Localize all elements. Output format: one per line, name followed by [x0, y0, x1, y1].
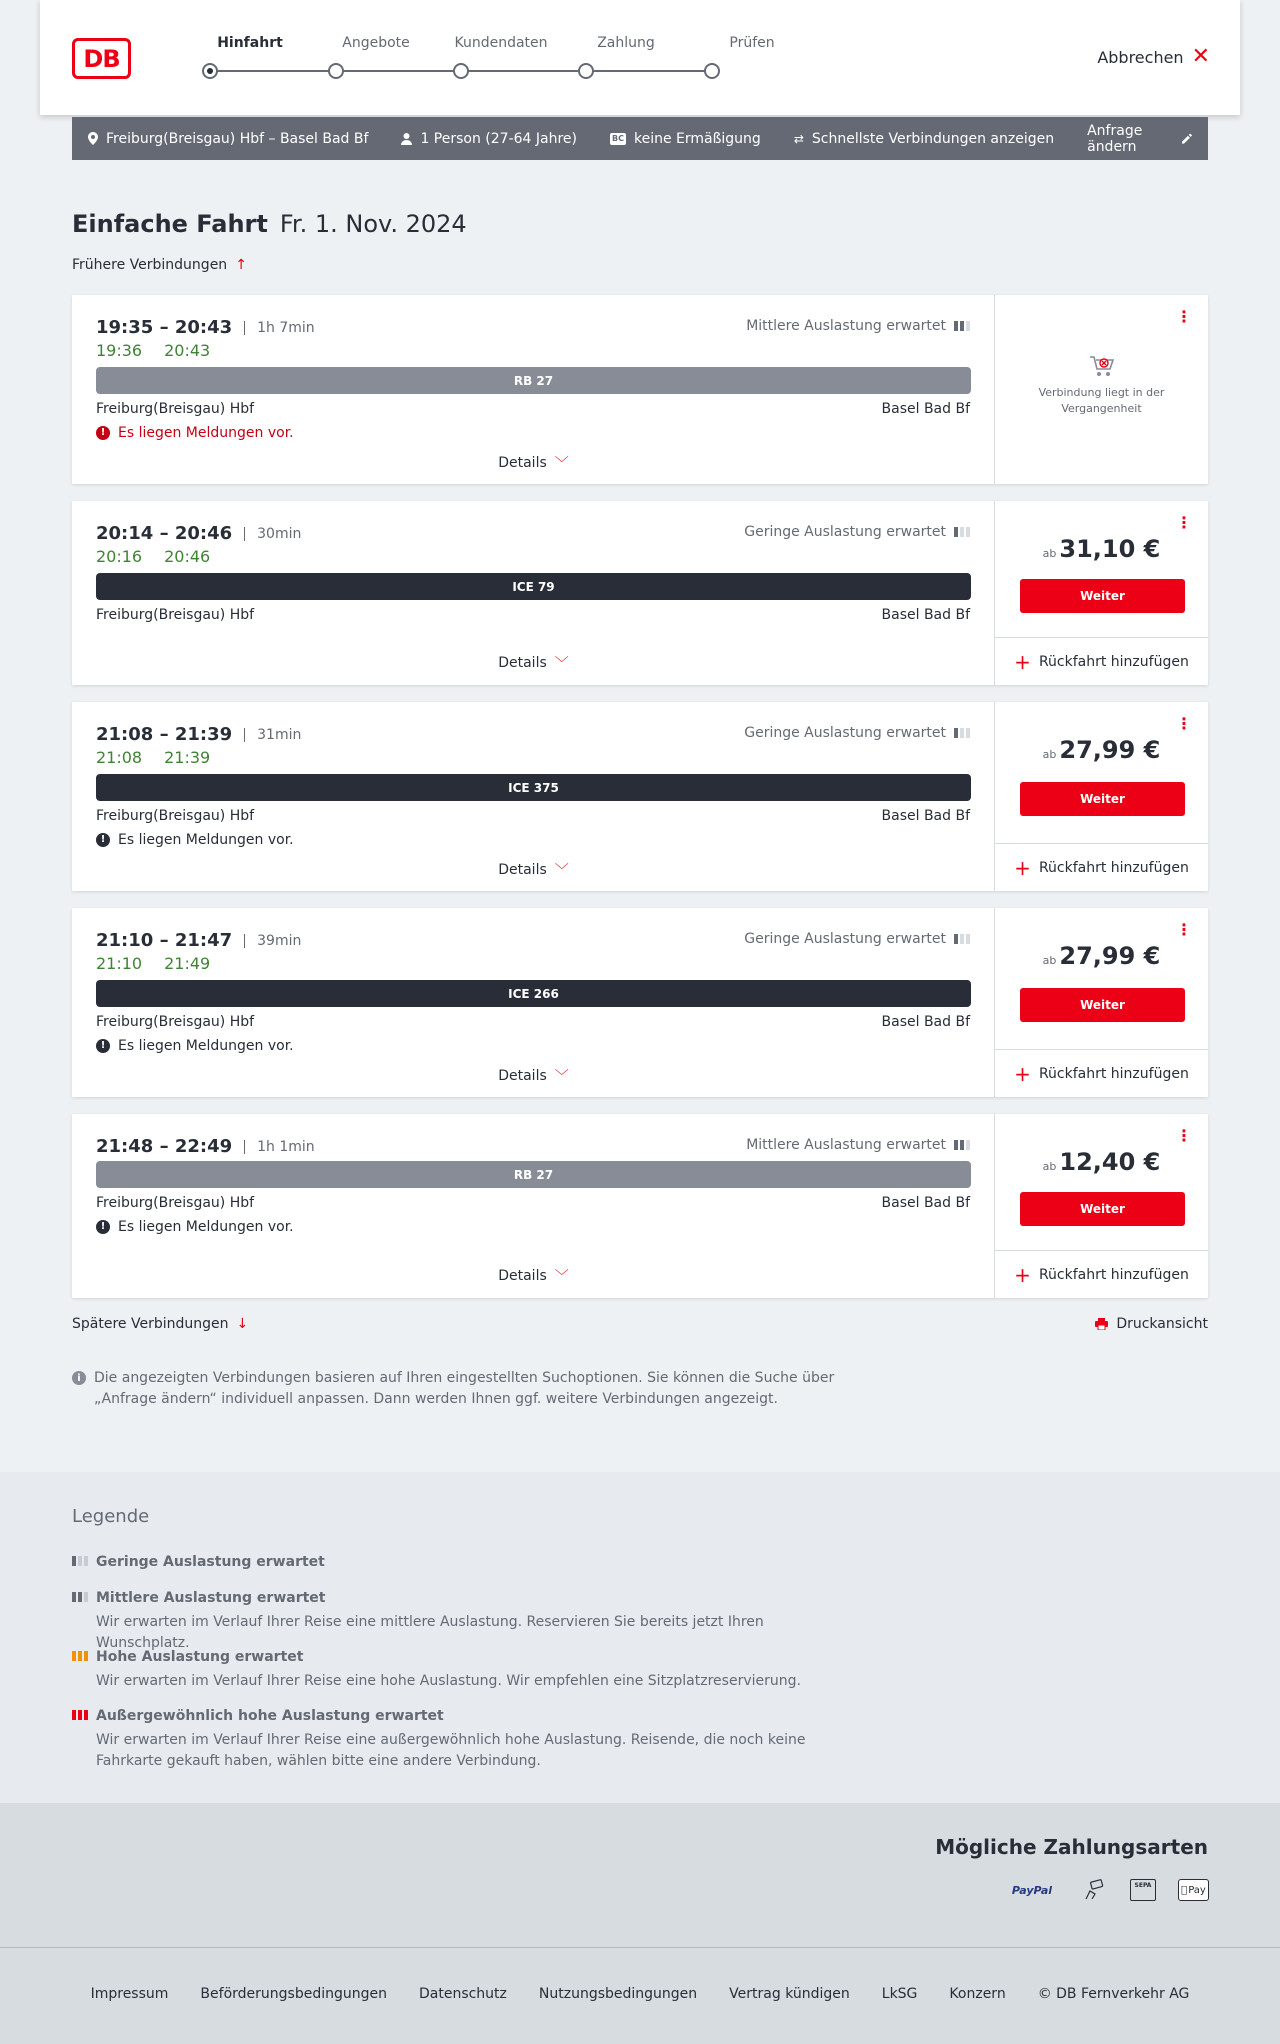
chevron-down-icon: ﹀: [554, 1269, 569, 1285]
scheduled-times: 21:10 – 21:47: [96, 930, 233, 951]
plus-icon: +: [1014, 1262, 1031, 1287]
scheduled-times: 21:08 – 21:39: [96, 724, 233, 745]
price-panel: [995, 1114, 1208, 1298]
train-bar[interactable]: RB 27: [96, 1161, 971, 1188]
step-kundendaten-dot: [453, 63, 469, 79]
add-return-trip-label: Rückfahrt hinzufügen: [1038, 653, 1189, 670]
info-alert-icon: !: [96, 1220, 110, 1234]
cart-disabled-icon: [1089, 355, 1115, 379]
price-prefix: ab: [1042, 954, 1057, 967]
train-bar[interactable]: ICE 79: [96, 573, 971, 600]
price-value: 31,10 €: [1059, 535, 1161, 563]
departure-station: Freiburg(Breisgau) Hbf: [96, 401, 255, 417]
price-prefix: ab: [1042, 1160, 1057, 1173]
details-toggle[interactable]: [72, 860, 995, 880]
footer-link-datenschutz[interactable]: Datenschutz: [418, 1986, 507, 2002]
arrow-down-icon: ↓: [236, 1316, 249, 1332]
occupancy-exceptional-icon: [72, 1710, 88, 1720]
service-message-text: Es liegen Meldungen vor.: [118, 425, 294, 441]
departure-station: Freiburg(Breisgau) Hbf: [96, 1014, 255, 1030]
past-connection-text: Verbindung liegt in der Vergangenheit: [1038, 386, 1165, 415]
swap-arrows-icon: ⇄: [793, 131, 804, 146]
more-options-icon[interactable]: ⋮: [1176, 1126, 1192, 1145]
add-return-trip-label: Rückfahrt hinzufügen: [1038, 1065, 1189, 1082]
chevron-down-icon: ﹀: [554, 863, 569, 879]
edit-request-label: Anfrage ändern: [1087, 122, 1143, 155]
occupancy-indicator: [746, 318, 970, 334]
continue-button[interactable]: Weiter: [1020, 579, 1185, 613]
departure-station: Freiburg(Breisgau) Hbf: [96, 607, 255, 623]
info-icon: i: [72, 1371, 86, 1385]
cancel-label: Abbrechen: [1097, 47, 1184, 67]
later-connections-label: Spätere Verbindungen: [72, 1316, 229, 1332]
continue-button[interactable]: Weiter: [1020, 988, 1185, 1022]
sepa-logo: SEPA: [1130, 1879, 1156, 1901]
service-message-text: Es liegen Meldungen vor.: [118, 1219, 294, 1235]
service-message[interactable]: [96, 425, 294, 441]
price-prefix: ab: [1042, 547, 1057, 560]
connection-times: [96, 1136, 315, 1157]
alert-icon: !: [96, 426, 110, 440]
arrival-station: Basel Bad Bf: [881, 401, 970, 417]
occupancy-text: Geringe Auslastung erwartet: [744, 931, 946, 947]
details-label: Details: [498, 1068, 547, 1084]
arrival-station: Basel Bad Bf: [881, 1195, 970, 1211]
occupancy-low-icon: [954, 728, 970, 738]
footer-copyright: © DB Fernverkehr AG: [1037, 1986, 1190, 2002]
connection-card: [72, 702, 1208, 891]
earlier-connections-label: Frühere Verbindungen: [72, 257, 228, 273]
price: [995, 535, 1208, 563]
step-angebote-label: Angebote: [342, 35, 410, 51]
duration: 31min: [244, 728, 301, 742]
fastest-summary: [794, 131, 1054, 147]
connection-card: [72, 908, 1208, 1097]
price-value: 27,99 €: [1059, 736, 1161, 764]
details-toggle[interactable]: [72, 1266, 995, 1286]
connection-times: [96, 930, 301, 951]
apple-pay-logo: [1178, 1879, 1209, 1901]
step-zahlung-dot: [578, 63, 594, 79]
service-message[interactable]: [96, 1038, 294, 1054]
trip-date: Fr. 1. Nov. 2024: [279, 210, 467, 238]
scheduled-times: 20:14 – 20:46: [96, 523, 233, 544]
occupancy-medium-icon: [954, 321, 970, 331]
occupancy-text: Mittlere Auslastung erwartet: [746, 318, 946, 334]
service-message[interactable]: [96, 1219, 294, 1235]
passenger-text: 1 Person (27-64 Jahre): [420, 130, 577, 147]
step-pruefen-dot: [704, 63, 720, 79]
legend-item-title: Außergewöhnlich hohe Auslastung erwartet: [96, 1708, 444, 1724]
chevron-down-icon: ﹀: [554, 456, 569, 472]
connection-card: [72, 295, 1208, 484]
duration: 1h 7min: [244, 321, 315, 335]
more-options-icon[interactable]: ⋮: [1176, 714, 1192, 733]
train-bar[interactable]: ICE 375: [96, 774, 971, 801]
realtime-departure: 20:16: [96, 547, 143, 566]
search-summary-bar: [72, 117, 1208, 160]
legend-item-text: Wir erwarten im Verlauf Ihrer Reise eine außergewöhnlich hohe Auslastung. Reisende, die noch keine Fahrkarte gekauft haben, wählen bitte eine andere Verbindung.: [96, 1732, 806, 1769]
realtime-departure: 19:36: [96, 341, 143, 360]
location-pin-icon: [88, 132, 98, 145]
occupancy-medium-icon: [72, 1592, 88, 1602]
train-bar[interactable]: RB 27: [96, 367, 971, 394]
arrival-station: Basel Bad Bf: [881, 808, 970, 824]
route-summary: [88, 131, 368, 147]
details-label: Details: [498, 655, 547, 671]
occupancy-low-icon: [72, 1556, 88, 1566]
trip-type-title: Einfache Fahrt: [72, 210, 268, 238]
edit-request-button[interactable]: [1087, 123, 1192, 155]
realtime-times: [96, 954, 232, 973]
scheduled-times: 21:48 – 22:49: [96, 1136, 233, 1157]
occupancy-text: Geringe Auslastung erwartet: [744, 725, 946, 741]
footer-link-lksg[interactable]: LkSG: [881, 1986, 918, 2002]
realtime-arrival: 21:39: [164, 748, 211, 767]
realtime-times: [96, 341, 232, 360]
details-toggle[interactable]: [72, 1066, 995, 1086]
price-panel: [995, 908, 1208, 1097]
more-options-icon[interactable]: ⋮: [1176, 307, 1192, 326]
duration: 1h 1min: [244, 1140, 315, 1154]
credit-card-hand-icon: [1080, 1879, 1108, 1901]
occupancy-low-icon: [954, 527, 970, 537]
realtime-times: [96, 748, 232, 767]
search-info-note: [72, 1368, 852, 1410]
realtime-arrival: 20:46: [164, 547, 211, 566]
price-panel: [995, 501, 1208, 685]
price-value: 12,40 €: [1059, 1148, 1161, 1176]
pencil-icon: [1182, 132, 1192, 145]
footer: [0, 1947, 1280, 2044]
discount-text: keine Ermäßigung: [633, 130, 761, 147]
plus-icon: +: [1014, 649, 1031, 674]
apple-pay-label: Pay: [1185, 1884, 1203, 1896]
connection-times: [96, 317, 315, 338]
add-return-trip-button[interactable]: [995, 1250, 1208, 1298]
realtime-times: [96, 547, 232, 566]
footer-links: [0, 1986, 1280, 2002]
footer-link-vertrag-kuendigen[interactable]: Vertrag kündigen: [729, 1986, 850, 2002]
passenger-summary: [401, 131, 577, 147]
legend-item-low: [72, 1554, 325, 1570]
connection-times: [96, 724, 301, 745]
legend-item-high: [72, 1649, 856, 1692]
footer-link-befoerderungsbedingungen[interactable]: Beförderungsbedingungen: [200, 1986, 387, 2002]
price: [995, 942, 1208, 970]
printer-icon: [1095, 1318, 1108, 1330]
apple-icon: [1181, 1885, 1187, 1896]
chevron-down-icon: ﹀: [554, 656, 569, 672]
step-hinfahrt-label: Hinfahrt: [217, 35, 283, 51]
print-view-link[interactable]: [1095, 1316, 1208, 1332]
past-connection-notice: [995, 355, 1208, 417]
plus-icon: +: [1014, 1061, 1031, 1086]
step-angebote-dot: [328, 63, 344, 79]
connection-info[interactable]: [72, 1114, 995, 1298]
step-zahlung-label: Zahlung: [597, 35, 655, 51]
step-pruefen-label: Prüfen: [729, 35, 775, 51]
duration: 39min: [244, 934, 301, 948]
legend-item-title: Hohe Auslastung erwartet: [96, 1649, 304, 1665]
realtime-arrival: 21:49: [164, 954, 211, 973]
price-value: 27,99 €: [1059, 942, 1161, 970]
realtime-arrival: 20:43: [164, 341, 211, 360]
arrival-station: Basel Bad Bf: [881, 1014, 970, 1030]
train-bar[interactable]: ICE 266: [96, 980, 971, 1007]
continue-button[interactable]: Weiter: [1020, 1192, 1185, 1226]
add-return-trip-button[interactable]: [995, 637, 1208, 685]
plus-icon: +: [1014, 855, 1031, 880]
print-view-label: Druckansicht: [1116, 1316, 1208, 1332]
scheduled-times: 19:35 – 20:43: [96, 317, 233, 338]
realtime-departure: 21:08: [96, 748, 143, 767]
add-return-trip-button[interactable]: [995, 1049, 1208, 1097]
occupancy-indicator: [744, 524, 970, 540]
price-prefix: ab: [1042, 748, 1057, 761]
legend-item-text: Wir erwarten im Verlauf Ihrer Reise eine mittlere Auslastung. Reservieren Sie bereits jetzt Ihren Wunschplatz.: [96, 1614, 764, 1651]
details-toggle[interactable]: [72, 453, 995, 473]
earlier-connections-link[interactable]: [72, 257, 247, 273]
occupancy-high-icon: [72, 1651, 88, 1661]
header: [40, 0, 1240, 115]
more-options-icon[interactable]: ⋮: [1176, 920, 1192, 939]
paypal-logo: PayPal: [1011, 1883, 1053, 1897]
occupancy-indicator: [744, 931, 970, 947]
connection-times: [96, 523, 301, 544]
person-icon: [401, 133, 412, 145]
connection-card: [72, 501, 1208, 685]
db-logo[interactable]: DB: [72, 38, 131, 79]
departure-station: Freiburg(Breisgau) Hbf: [96, 808, 255, 824]
add-return-trip-label: Rückfahrt hinzufügen: [1038, 1266, 1189, 1283]
bahncard-icon: BC: [612, 133, 624, 143]
legend-item-title: Geringe Auslastung erwartet: [96, 1554, 325, 1570]
page-title: [72, 210, 467, 238]
legend-title: Legende: [72, 1506, 150, 1527]
details-label: Details: [498, 1268, 547, 1284]
route-text: Freiburg(Breisgau) Hbf – Basel Bad Bf: [106, 130, 369, 147]
details-label: Details: [498, 862, 547, 878]
legend-item-medium: [72, 1590, 856, 1654]
add-return-trip-button[interactable]: [995, 843, 1208, 891]
occupancy-indicator: [744, 725, 970, 741]
discount-summary: [610, 131, 761, 147]
footer-link-impressum[interactable]: Impressum: [90, 1986, 169, 2002]
service-message[interactable]: [96, 832, 294, 848]
price: [995, 1148, 1208, 1176]
duration: 30min: [244, 527, 301, 541]
add-return-trip-label: Rückfahrt hinzufügen: [1038, 859, 1189, 876]
connection-info[interactable]: [72, 908, 995, 1097]
service-message-text: Es liegen Meldungen vor.: [118, 1038, 294, 1054]
legend-item-text: Wir erwarten im Verlauf Ihrer Reise eine hohe Auslastung. Wir empfehlen eine Sitzplatzreservierung.: [96, 1673, 801, 1689]
occupancy-text: Geringe Auslastung erwartet: [744, 524, 946, 540]
step-hinfahrt-dot: [202, 63, 218, 79]
occupancy-text: Mittlere Auslastung erwartet: [746, 1137, 946, 1153]
step-kundendaten-label: Kundendaten: [454, 35, 548, 51]
details-label: Details: [498, 455, 547, 471]
legend-item-title: Mittlere Auslastung erwartet: [96, 1590, 326, 1606]
continue-button[interactable]: Weiter: [1020, 782, 1185, 816]
occupancy-medium-icon: [954, 1140, 970, 1150]
arrow-up-icon: ↑: [235, 257, 247, 273]
later-connections-link[interactable]: [72, 1316, 248, 1332]
service-message-text: Es liegen Meldungen vor.: [118, 832, 294, 848]
details-toggle[interactable]: [72, 653, 995, 673]
footer-link-nutzungsbedingungen[interactable]: Nutzungsbedingungen: [538, 1986, 698, 2002]
info-alert-icon: !: [96, 1039, 110, 1053]
more-options-icon[interactable]: ⋮: [1176, 513, 1192, 532]
occupancy-indicator: [746, 1137, 970, 1153]
info-alert-icon: !: [96, 833, 110, 847]
legend-item-exceptional: [72, 1708, 856, 1772]
fastest-text: Schnellste Verbindungen anzeigen: [811, 130, 1055, 147]
price: [995, 736, 1208, 764]
cancel-button[interactable]: [1097, 46, 1210, 68]
arrival-station: Basel Bad Bf: [881, 607, 970, 623]
price-panel: [995, 702, 1208, 891]
connection-info[interactable]: [72, 501, 995, 685]
occupancy-low-icon: [954, 934, 970, 944]
connection-info[interactable]: [72, 295, 995, 484]
payment-methods-title: Mögliche Zahlungsarten: [935, 1835, 1208, 1859]
connection-card: [72, 1114, 1208, 1298]
search-info-text: Die angezeigten Verbindungen basieren auf Ihren eingestellten Suchoptionen. Sie können die Suche über „Anfrage ändern“ individuell anpassen. Dann werden Ihnen ggf. weitere Verbindungen angezeigt.: [94, 1370, 835, 1407]
chevron-down-icon: ﹀: [554, 1069, 569, 1085]
departure-station: Freiburg(Breisgau) Hbf: [96, 1195, 255, 1211]
realtime-departure: 21:10: [96, 954, 143, 973]
payment-methods-section: [0, 1803, 1280, 1947]
close-icon: ✕: [1191, 44, 1210, 69]
connection-info[interactable]: [72, 702, 995, 891]
footer-link-konzern[interactable]: Konzern: [949, 1986, 1006, 2002]
price-panel: [995, 295, 1208, 484]
legend-section: [0, 1472, 1280, 1803]
